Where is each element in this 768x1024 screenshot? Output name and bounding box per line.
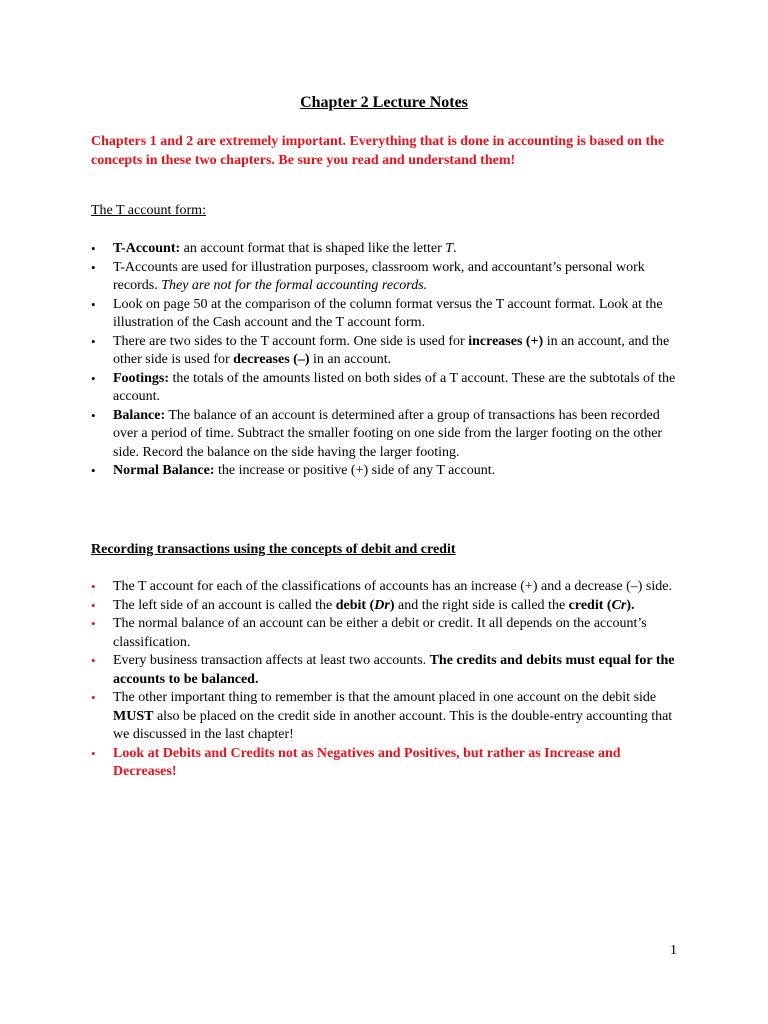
list-item bbox=[91, 407, 681, 463]
section-heading-t-account-form bbox=[91, 203, 206, 219]
item-text: The other important thing to remember is that the amount placed in one account on the debit side bbox=[113, 690, 657, 705]
list-item bbox=[91, 652, 681, 689]
term-label: T-Account: bbox=[113, 241, 181, 256]
item-text: There are two sides to the T account form. One side is used for bbox=[113, 333, 469, 349]
item-italic-text: T bbox=[445, 241, 454, 256]
list-item bbox=[91, 745, 681, 782]
list-item bbox=[91, 689, 681, 745]
term-label: Balance: bbox=[113, 407, 166, 423]
list-item bbox=[91, 462, 681, 481]
item-text-end: also be placed on the credit side in another account. This is the double-entry accounting that we discussed in the last chapter! bbox=[113, 708, 673, 742]
item-text: The T account for each of the classifications of accounts has an increase (+) and a decrease (–) side. bbox=[113, 579, 672, 594]
bullet-icon: • bbox=[91, 407, 96, 423]
item-italic-text: They are not for the formal accounting records. bbox=[161, 278, 428, 293]
item-text: Every business transaction affects at least two accounts. bbox=[113, 653, 430, 668]
item-text-end: in an account. bbox=[309, 352, 392, 367]
list-item bbox=[91, 296, 681, 333]
item-text: T-Accounts are used for illustration purposes, classroom work, and accountant’s personal work records. bbox=[113, 259, 645, 293]
bullet-icon: • bbox=[91, 579, 96, 594]
item-bold-text: credit ( bbox=[568, 597, 612, 613]
bullet-icon: • bbox=[91, 370, 96, 386]
item-text: The normal balance of an account can be either a debit or credit. It all depends on the account’s classification. bbox=[113, 616, 647, 650]
item-text: an account format that is shaped like the letter bbox=[180, 241, 446, 256]
item-bold-italic-text: Cr bbox=[611, 597, 627, 613]
intro-paragraph: Chapters 1 and 2 are extremely important. Everything that is done in accounting is based on the concepts in these two chapters. Be sure you read and understand them! bbox=[91, 134, 665, 168]
bullet-icon: • bbox=[91, 653, 96, 668]
item-bold-text: debit ( bbox=[335, 597, 375, 613]
item-text: The balance of an account is determined after a group of transactions has been recorded over a period of time. Subtract the smaller footing on one side from the larger footing on the other side. Record the balance on the side having the larger footing. bbox=[113, 407, 663, 460]
bullet-icon: • bbox=[91, 597, 96, 613]
bullet-icon: • bbox=[91, 296, 96, 312]
bullet-icon: • bbox=[91, 241, 96, 256]
debit-credit-bullet-list bbox=[91, 578, 681, 782]
list-item bbox=[91, 240, 681, 259]
item-text-mid: in an account, and the other side is used for bbox=[113, 333, 670, 367]
item-bold-text: ) bbox=[389, 597, 395, 613]
section-heading-debit-credit: Recording transactions using the concepts of debit and credit bbox=[91, 542, 456, 557]
list-item bbox=[91, 370, 681, 407]
item-text-end: . bbox=[453, 241, 457, 256]
item-bold-text: ). bbox=[626, 597, 635, 613]
term-label: Footings: bbox=[113, 370, 169, 386]
item-text-mid: and the right side is called the bbox=[394, 597, 569, 613]
item-text: Look on page 50 at the comparison of the column format versus the T account format. Look at the illustration of the Cash account and the T account form. bbox=[113, 296, 663, 330]
list-item bbox=[91, 259, 681, 296]
bullet-icon: • bbox=[91, 463, 96, 478]
bullet-icon: • bbox=[91, 259, 96, 275]
page-number: 1 bbox=[670, 943, 677, 958]
list-item bbox=[91, 578, 681, 597]
item-bold-text: The credits and debits must equal for the accounts to be balanced. bbox=[113, 653, 675, 687]
term-label: Normal Balance: bbox=[113, 463, 215, 478]
section-heading-colon: : bbox=[202, 203, 206, 218]
list-item bbox=[91, 615, 681, 652]
item-text: The left side of an account is called the bbox=[113, 597, 336, 613]
item-bold-text: decreases (–) bbox=[233, 352, 310, 367]
section-heading-text: The T account form bbox=[91, 203, 203, 218]
list-item bbox=[91, 597, 681, 616]
list-item bbox=[91, 333, 681, 370]
item-text: the totals of the amounts listed on both sides of a T account. These are the subtotals of the account. bbox=[113, 370, 676, 404]
page-title: Chapter 2 Lecture Notes bbox=[300, 94, 468, 111]
item-bold-text: increases (+) bbox=[468, 333, 544, 349]
bullet-icon: • bbox=[91, 690, 96, 705]
item-bold-text: MUST bbox=[113, 708, 154, 724]
item-emphasis-text: Look at Debits and Credits not as Negatives and Positives, but rather as Increase and Decreases! bbox=[113, 745, 621, 779]
bullet-icon: • bbox=[91, 333, 96, 349]
t-account-bullet-list bbox=[91, 240, 681, 481]
bullet-icon: • bbox=[91, 616, 96, 631]
item-text: the increase or positive (+) side of any T account. bbox=[214, 463, 496, 478]
bullet-icon: • bbox=[91, 745, 96, 761]
item-bold-italic-text: Dr bbox=[374, 597, 390, 613]
